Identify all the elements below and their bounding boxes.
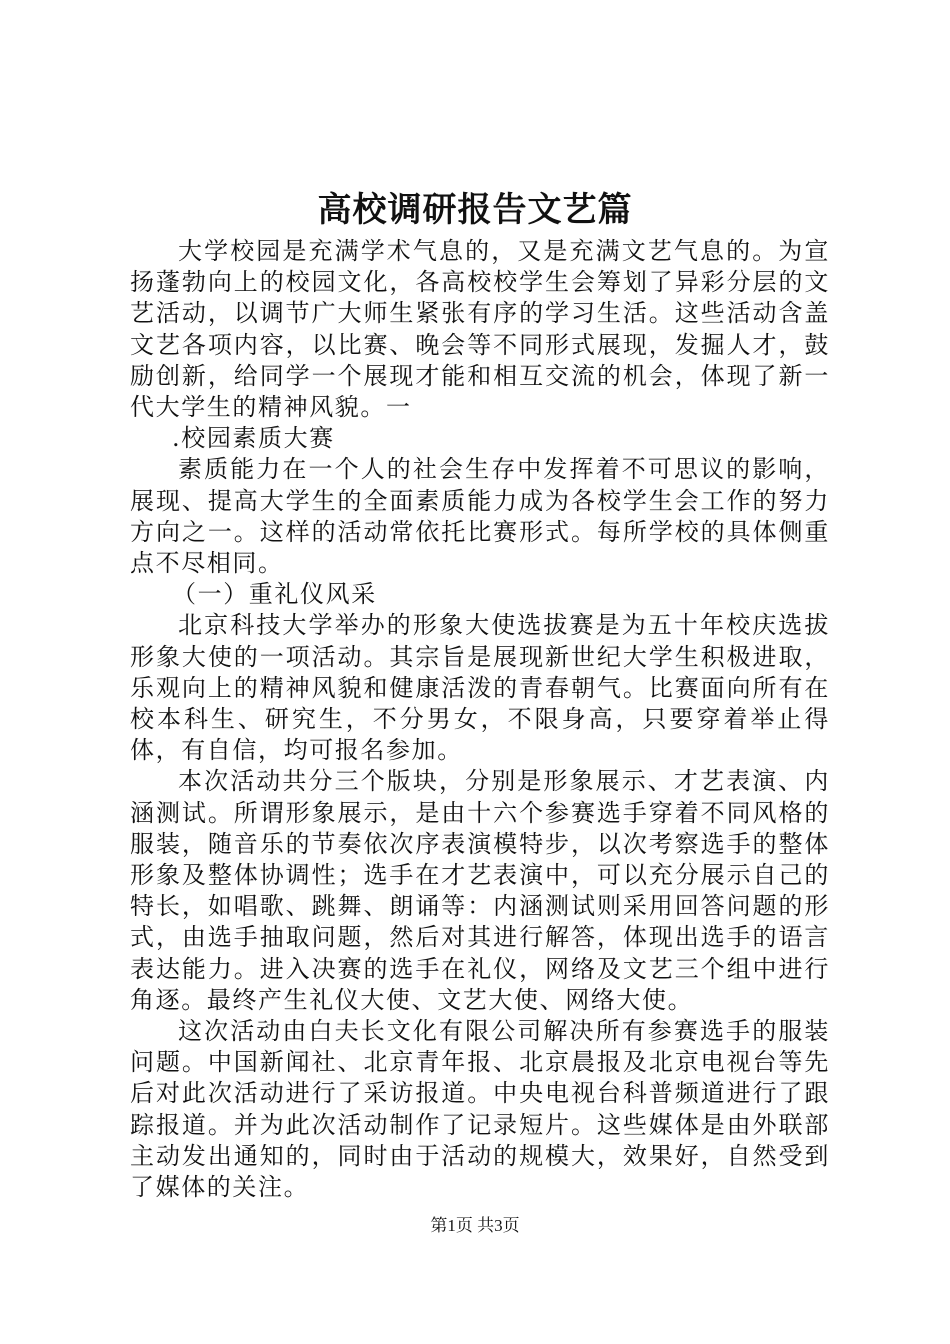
page-footer: 第1页 共3页: [430, 1216, 520, 1235]
paragraph-media-coverage: 这次活动由白夫长文化有限公司解决所有参赛选手的服装问题。中国新闻社、北京青年报、北京晨报及北京电视台等先后对此次活动进行了采访报道。中央电视台科普频道进行了跟踪报道。并为此次活动制作了记录短片。这些媒体是由外联部主动发出通知的，同时由于活动的规模大，效果好，自然受到了媒体的关注。: [130, 1017, 830, 1202]
document-title: 高校调研报告文艺篇: [317, 190, 633, 230]
paragraph-activity-sections: 本次活动共分三个版块，分别是形象展示、才艺表演、内涵测试。所谓形象展示，是由十六个参赛选手穿着不同风格的服装，随音乐的节奏依次序表演模特步，以次考察选手的整体形象及整体协调性；选手在才艺表演中，可以充分展示自己的特长，如唱歌、跳舞、朗诵等：内涵测试则采用回答问题的形式，由选手抽取问题，然后对其进行解答，体现出选手的语言表达能力。进入决赛的选手在礼仪，网络及文艺三个组中进行角逐。最终产生礼仪大使、文艺大使、网络大使。: [130, 767, 830, 1014]
paragraph-intro: 大学校园是充满学术气息的，又是充满文艺气息的。为宣扬蓬勃向上的校园文化，各高校校学生会筹划了异彩分层的文艺活动，以调节广大师生紧张有序的学习生活。这些活动含盖文艺各项内容，以比赛、晚会等不同形式展现，发掘人才，鼓励创新，给同学一个展现才能和相互交流的机会，体现了新一代大学生的精神风貌。一: [130, 237, 830, 422]
paragraph-quality-ability: 素质能力在一个人的社会生存中发挥着不可思议的影响，展现、提高大学生的全面素质能力成为各校学生会工作的努力方向之一。这样的活动常依托比赛形式。每所学校的具体侧重点不尽相同。: [130, 455, 830, 578]
section-heading-campus-contest: .校园素质大赛: [172, 424, 335, 453]
subsection-heading-etiquette: （一）重礼仪风采: [172, 580, 377, 609]
paragraph-image-ambassador: 北京科技大学举办的形象大使选拔赛是为五十年校庆选拔形象大使的一项活动。其宗旨是展现新世纪大学生积极进取，乐观向上的精神风貌和健康活泼的青春朝气。比赛面向所有在校本科生、研究生，不分男女，不限身高，只要穿着举止得体，有自信，均可报名参加。: [130, 611, 830, 765]
document-body: [130, 236, 830, 1203]
